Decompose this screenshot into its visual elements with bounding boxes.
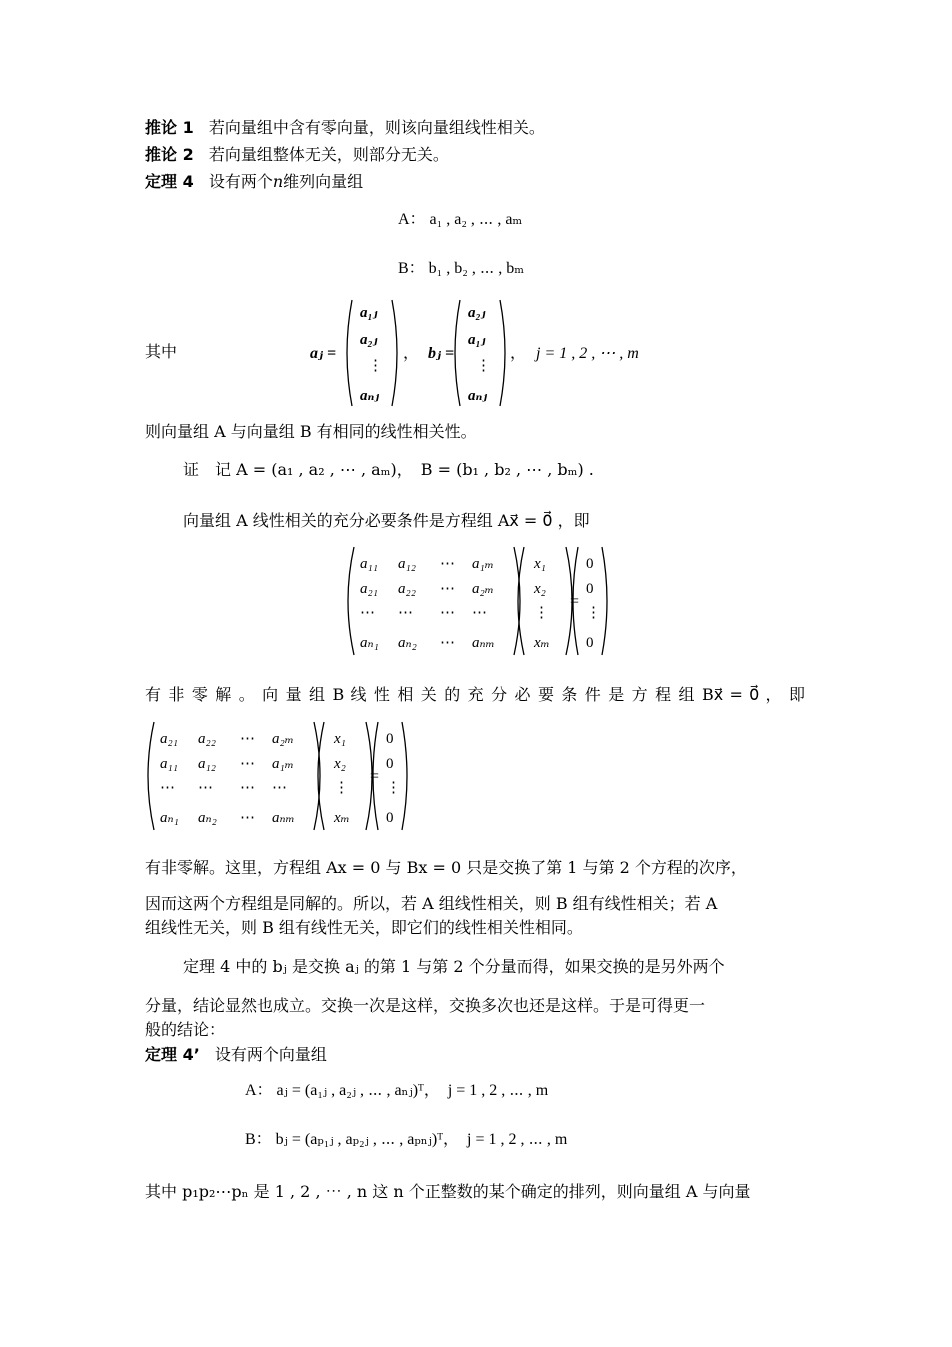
corollary-1-label: 推论 1: [145, 118, 194, 137]
paragraph-line-5: 分量，结论显然也成立。交换一次是这样，交换多次也还是这样。于是可得更一: [145, 996, 706, 1015]
matrixA-cell-1-1: a₂₂: [398, 581, 416, 597]
theorem-4-text-b: 维列向量组: [283, 172, 364, 191]
matrixB-x-0: x₁: [334, 731, 346, 747]
j-range: j = 1 , 2 , ⋯ , m: [536, 345, 639, 362]
matB-cells: [160, 731, 295, 826]
equals-sign-a: =: [570, 593, 580, 610]
theorem-4-text-a: 设有两个: [208, 172, 273, 191]
matrixB-cell-3-2: ⋯: [240, 810, 255, 826]
matrixB-zero-3: 0: [386, 810, 394, 826]
qizhong-label: 其中: [145, 342, 178, 361]
matrixA-zero-0: 0: [586, 556, 594, 572]
paragraph-line-6: 般的结论：: [145, 1020, 226, 1039]
vector-group-b-general: B： bⱼ = (aₚ₁ⱼ , aₚ₂ⱼ , ⋯ , aₚₙⱼ)ᵀ， j = 1 , 2 , ⋯ , m: [245, 1131, 568, 1148]
matrixA-cell-3-2: ⋯: [440, 635, 455, 651]
matA-right-paren: [514, 547, 520, 655]
matrixA-cell-1-2: ⋯: [440, 581, 455, 597]
matrixA-cell-1-0: a₂₁: [360, 581, 378, 597]
theorem-4-text-n: n: [272, 172, 284, 191]
comma-1: ，: [403, 345, 420, 362]
aj-entry-2: a₂ⱼ: [360, 332, 378, 348]
vector-group-b: B： b₁ , b₂ , ⋯ , bₘ: [398, 260, 525, 277]
matrixA-zero-3: 0: [586, 635, 594, 651]
corollary-2: [145, 145, 449, 165]
bj-entry-3: ⋮: [476, 358, 491, 374]
bj-left-paren: [455, 300, 460, 406]
paragraph-line-1: 有非零解。这里，方程组 Ax = 0 与 Bx = 0 只是交换了第 1 与第 2 个方程的次序，: [145, 858, 747, 877]
matrixB-cell-3-3: aₙₘ: [272, 810, 295, 826]
paragraph-line-3: 组线性无关，则 B 组有线性无关，即它们的线性相关性相同。: [145, 918, 583, 937]
xA-left-paren: [518, 547, 524, 655]
same-dependence-text: 则向量组 A 与向量组 B 有相同的线性相关性。: [145, 422, 477, 441]
theorem-4-label: 定理 4: [145, 172, 194, 191]
corollary-1-text: 若向量组中含有零向量，则该向量组线性相关。: [208, 118, 545, 137]
matrixB-x-1: x₂: [334, 756, 346, 772]
zeroB-right-paren: [402, 722, 407, 830]
corollary-2-text: 若向量组整体无关，则部分无关。: [208, 145, 449, 164]
matrixB-cell-1-3: a₁ₘ: [272, 756, 294, 772]
aj-left-paren: [347, 300, 352, 406]
paragraph-line-2: 因而这两个方程组是同解的。所以，若 A 组线性相关，则 B 组有线性相关；若 A: [145, 894, 718, 913]
matrixA-cell-0-0: a₁₁: [360, 556, 378, 572]
xB-left-paren: [318, 722, 324, 830]
theorem-4-prime-text: 设有两个向量组: [214, 1045, 327, 1064]
matrixB-cell-3-1: aₙ₂: [198, 810, 217, 826]
bj-entry-2: a₁ⱼ: [468, 332, 486, 348]
vector-group-a: A： a₁ , a₂ , ⋯ , aₘ: [398, 211, 523, 228]
corollary-2-label: 推论 2: [145, 145, 194, 164]
matrixB-cell-1-2: ⋯: [240, 756, 255, 772]
matrixB-cell-2-3: ⋯: [272, 780, 287, 796]
matrixB-cell-2-2: ⋯: [240, 780, 255, 796]
aj-entry-4: aₙⱼ: [360, 388, 380, 404]
equals-sign-b: =: [370, 768, 380, 785]
aj-right-paren: [392, 300, 397, 406]
matrixB-x-2: ⋮: [334, 780, 349, 796]
matrixB-x-3: xₘ: [334, 810, 350, 826]
corollary-1: [145, 118, 545, 138]
matrixA-cell-2-3: ⋯: [472, 605, 487, 621]
matrixA-zero-2: ⋮: [586, 605, 601, 621]
vector-definitions: [300, 294, 660, 412]
xB-cells: [333, 731, 350, 826]
matA-left-paren: [348, 547, 354, 655]
condition-a-text: 向量组 A 线性相关的充分必要条件是方程组 Ax⃗ = 0⃗ ，即: [183, 511, 590, 530]
matA-cells: [360, 556, 495, 651]
vector-group-a-general: A： aⱼ = (a₁ⱼ , a₂ⱼ , ⋯ , aₙⱼ)ᵀ， j = 1 , 2 , ⋯ , m: [245, 1082, 549, 1099]
matrixB-zero-0: 0: [386, 731, 394, 747]
matrixA-cell-1-3: a₂ₘ: [472, 581, 494, 597]
matrixB-zero-2: ⋮: [386, 780, 401, 796]
matrixB-cell-0-2: ⋯: [240, 731, 255, 747]
matrixA-cell-2-1: ⋯: [398, 605, 413, 621]
matrixA-cell-3-0: aₙ₁: [360, 635, 379, 651]
matrixA-x-0: x₁: [534, 556, 546, 572]
zeroA-right-paren: [602, 547, 607, 655]
theorem-4-prime-label: 定理 4’: [145, 1045, 200, 1064]
zeroB-cells: [386, 731, 401, 826]
aj-entry-3: ⋮: [368, 358, 383, 374]
condition-b-text: 有 非 零 解 。 向 量 组 B 线 性 相 关 的 充 分 必 要 条 件 是 方 程 组 Bx⃗ = 0⃗ ， 即: [145, 685, 805, 704]
matrix-equation-a: [340, 543, 610, 661]
matrixB-cell-0-0: a₂₁: [160, 731, 178, 747]
matrixB-zero-1: 0: [386, 756, 394, 772]
matrixB-cell-0-1: a₂₂: [198, 731, 216, 747]
bj-lhs: bⱼ =: [428, 345, 455, 362]
matB-right-paren: [314, 722, 320, 830]
matrixA-cell-3-3: aₙₘ: [472, 635, 495, 651]
bj-entry-1: a₂ⱼ: [468, 305, 486, 321]
aj-entry-1: a₁ⱼ: [360, 305, 378, 321]
zeroA-cells: [586, 556, 601, 651]
matrixA-x-1: x₂: [534, 581, 546, 597]
matrixA-x-2: ⋮: [534, 605, 549, 621]
matrixA-cell-0-2: ⋯: [440, 556, 455, 572]
last-line: 其中 p₁p₂⋯pₙ 是 1 , 2 , ⋯ , n 这 n 个正整数的某个确定的排列，则向量组 A 与向量: [145, 1182, 751, 1201]
matrixB-cell-3-0: aₙ₁: [160, 810, 179, 826]
matrixB-cell-0-3: a₂ₘ: [272, 731, 294, 747]
aj-lhs: aⱼ =: [310, 345, 337, 362]
matrixA-cell-2-2: ⋯: [440, 605, 455, 621]
comma-2: ，: [510, 345, 527, 362]
paragraph-line-4: 定理 4 中的 bⱼ 是交换 aⱼ 的第 1 与第 2 个分量而得，如果交换的是另外两个: [183, 957, 725, 976]
theorem-4: [145, 172, 363, 192]
matrixA-cell-3-1: aₙ₂: [398, 635, 417, 651]
theorem-4-prime: [145, 1045, 327, 1065]
matrixA-x-3: xₘ: [534, 635, 550, 651]
xA-cells: [533, 556, 550, 651]
matrixB-cell-1-0: a₁₁: [160, 756, 178, 772]
matB-left-paren: [148, 722, 154, 830]
matrix-equation-b: [140, 718, 410, 836]
matrixB-cell-2-0: ⋯: [160, 780, 175, 796]
matrixA-cell-2-0: ⋯: [360, 605, 375, 621]
bj-right-paren: [500, 300, 505, 406]
matrixA-zero-1: 0: [586, 581, 594, 597]
matrixB-cell-2-1: ⋯: [198, 780, 213, 796]
matrixB-cell-1-1: a₁₂: [198, 756, 216, 772]
bj-entry-4: aₙⱼ: [468, 388, 488, 404]
matrixA-cell-0-3: a₁ₘ: [472, 556, 494, 572]
matrixA-cell-0-1: a₁₂: [398, 556, 416, 572]
proof-line: 证 记 A = (a₁ , a₂ , ⋯ , aₘ)， B = (b₁ , b₂ , ⋯ , bₘ) .: [183, 460, 594, 479]
